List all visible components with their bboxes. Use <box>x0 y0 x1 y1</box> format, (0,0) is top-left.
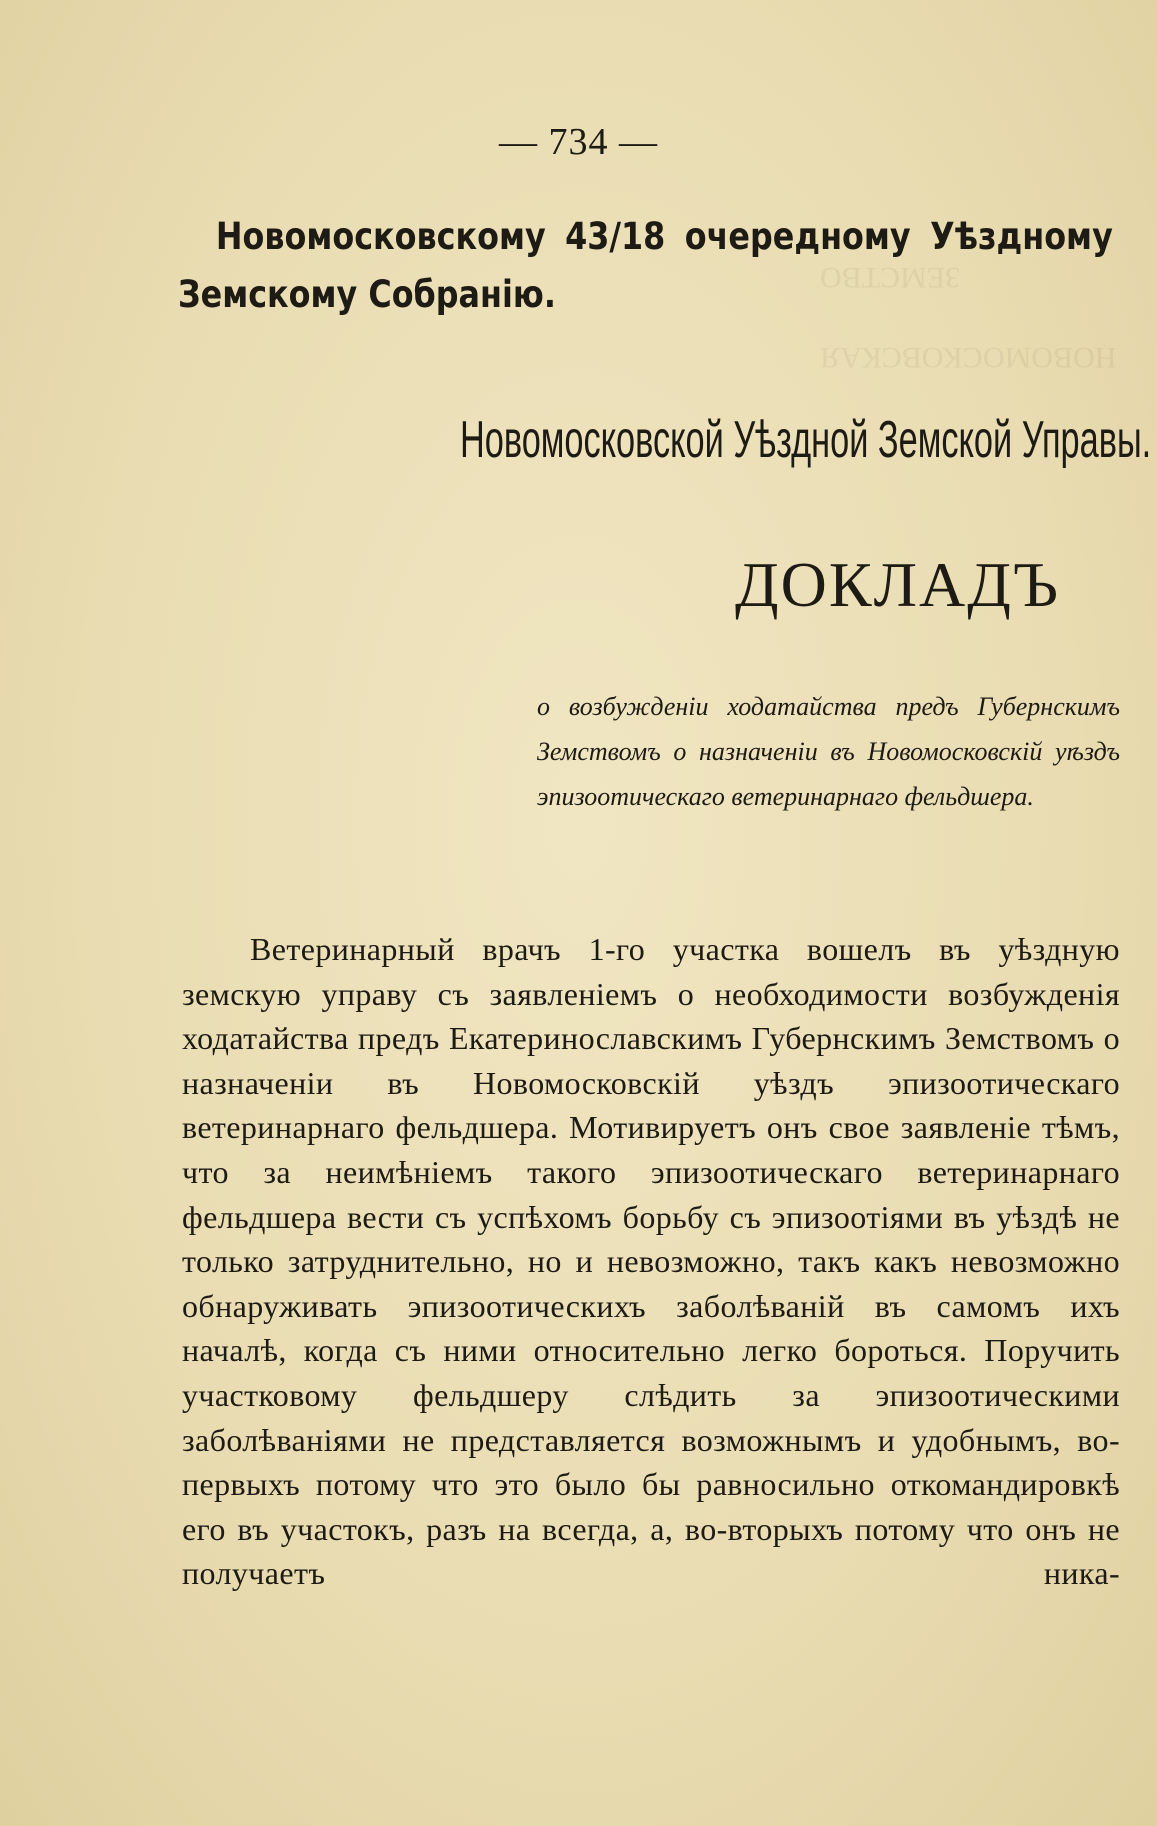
council-heading: Новомосковской Уѣздной Земской Управы. <box>460 411 1152 469</box>
bleed-through-mark: ЗЕМСТВО <box>820 261 961 294</box>
report-title: ДОКЛАДЪ <box>735 549 1061 620</box>
addressee-heading <box>178 208 1113 324</box>
page-number: — 734 — <box>499 121 658 163</box>
addressee-line-1: Новомосковскому 43/18 очередному Уѣздному <box>215 215 1113 258</box>
addressee-line-2: Земскому Собранiю. <box>178 273 556 316</box>
report-subject: о возбужденiи ходатайства предъ Губернскимъ Земствомъ о назначенiи въ Новомосковскiй уѣздъ эпизоотическаго ветеринарнаго фельдшера. <box>537 692 1120 811</box>
body-paragraph: Ветеринарный врачъ 1-го участка вошелъ въ уѣздную земскую управу съ заявленiемъ о необходимости возбужденiя ходатайства предъ Екатеринославскимъ Губернскимъ Земствомъ о назначенiи въ Новомосковскiй уѣздъ эпизоотическаго ветеринарнаго фельдшера. Мотивируетъ онъ свое заявленiе тѣмъ, что за неимѣнiемъ такого эпизоотическаго ветеринарнаго фельдшера вести съ успѣхомъ борьбу съ эпизоотiями въ уѣздѣ не только затруднительно, но и невозможно, такъ какъ невозможно обнаруживать эпизоотическихъ заболѣванiй въ самомъ ихъ началѣ, когда съ ними относительно легко бороться. Поручить участковому фельдшеру слѣдить за эпизоотическими заболѣванiями не представляется возможнымъ и удобнымъ, во-первыхъ потому что это было бы равносильно откомандировкѣ его въ участокъ, разъ на всегда, а, во-вторыхъ потому что онъ не получаетъ ника- <box>182 931 1120 1592</box>
bleed-through-mark: НОВОМОСКОВСКАЯ <box>820 341 1117 374</box>
